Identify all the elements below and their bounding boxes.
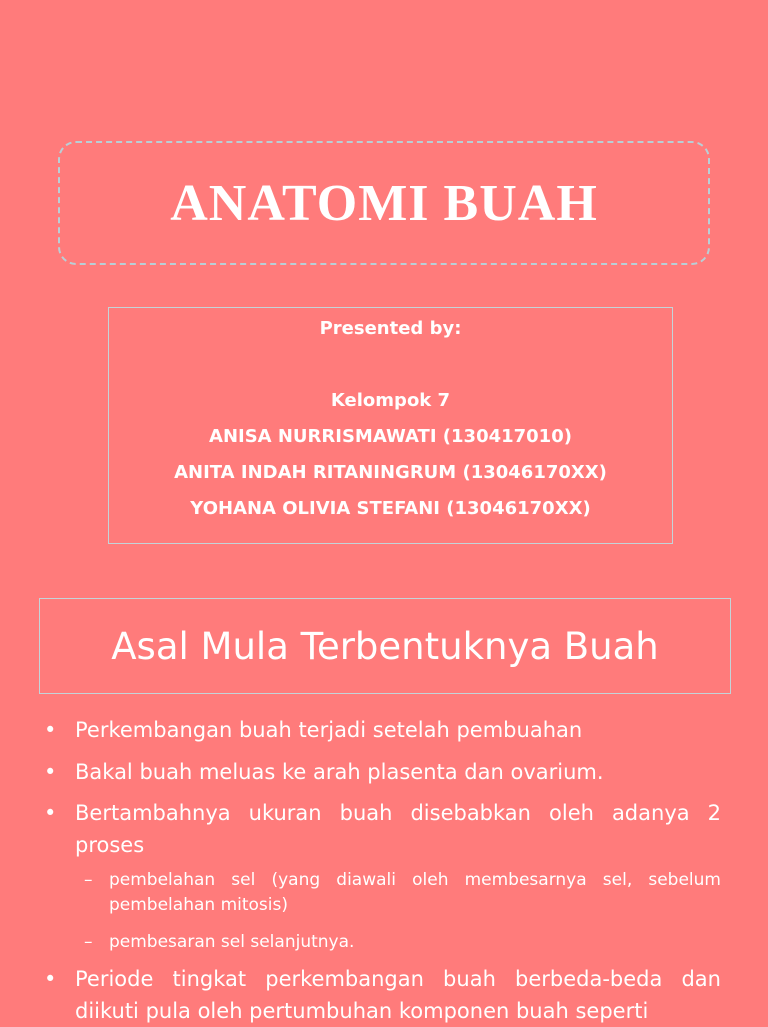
list-item xyxy=(44,714,721,746)
group-name: Kelompok 7 xyxy=(330,390,451,411)
title-frame xyxy=(58,141,710,265)
sub-bullet-text: pembelahan sel (yang diawali oleh membesarnya sel, sebelum pembelahan mitosis) xyxy=(109,870,721,915)
member-name: ANISA NURRISMAWATI (130417010) xyxy=(209,426,572,447)
bullet-text: Bertambahnya ukuran buah disebabkan oleh adanya 2 proses xyxy=(75,801,721,857)
bullet-icon: • xyxy=(44,760,57,784)
member-name: ANITA INDAH RITANINGRUM (13046170XX) xyxy=(174,462,607,483)
bullet-text: Bakal buah meluas ke arah plasenta dan ovarium. xyxy=(75,760,604,784)
sub-list-item xyxy=(84,930,721,955)
member-name: YOHANA OLIVIA STEFANI (13046170XX) xyxy=(190,498,591,519)
section-header-box xyxy=(39,598,731,694)
dash-icon: – xyxy=(84,932,93,952)
slide-title: ANATOMI BUAH xyxy=(170,174,598,232)
list-item xyxy=(44,797,721,861)
bullet-icon: • xyxy=(44,801,57,825)
list-item xyxy=(44,963,721,1027)
presented-by-label: Presented by: xyxy=(319,318,462,339)
dash-icon: – xyxy=(84,870,93,890)
bullet-text: Perkembangan buah terjadi setelah pembuahan xyxy=(75,718,583,742)
bullet-icon: • xyxy=(44,718,57,742)
bullet-text: Periode tingkat perkembangan buah berbeda-beda dan diikuti pula oleh pertumbuhan komponen buah seperti xyxy=(75,967,721,1023)
bullet-icon: • xyxy=(44,967,57,991)
sub-bullet-text: pembesaran sel selanjutnya. xyxy=(109,932,355,952)
section-title: Asal Mula Terbentuknya Buah xyxy=(111,624,659,668)
list-item xyxy=(44,756,721,788)
presenter-box xyxy=(108,307,673,544)
sub-list-item xyxy=(84,868,721,918)
